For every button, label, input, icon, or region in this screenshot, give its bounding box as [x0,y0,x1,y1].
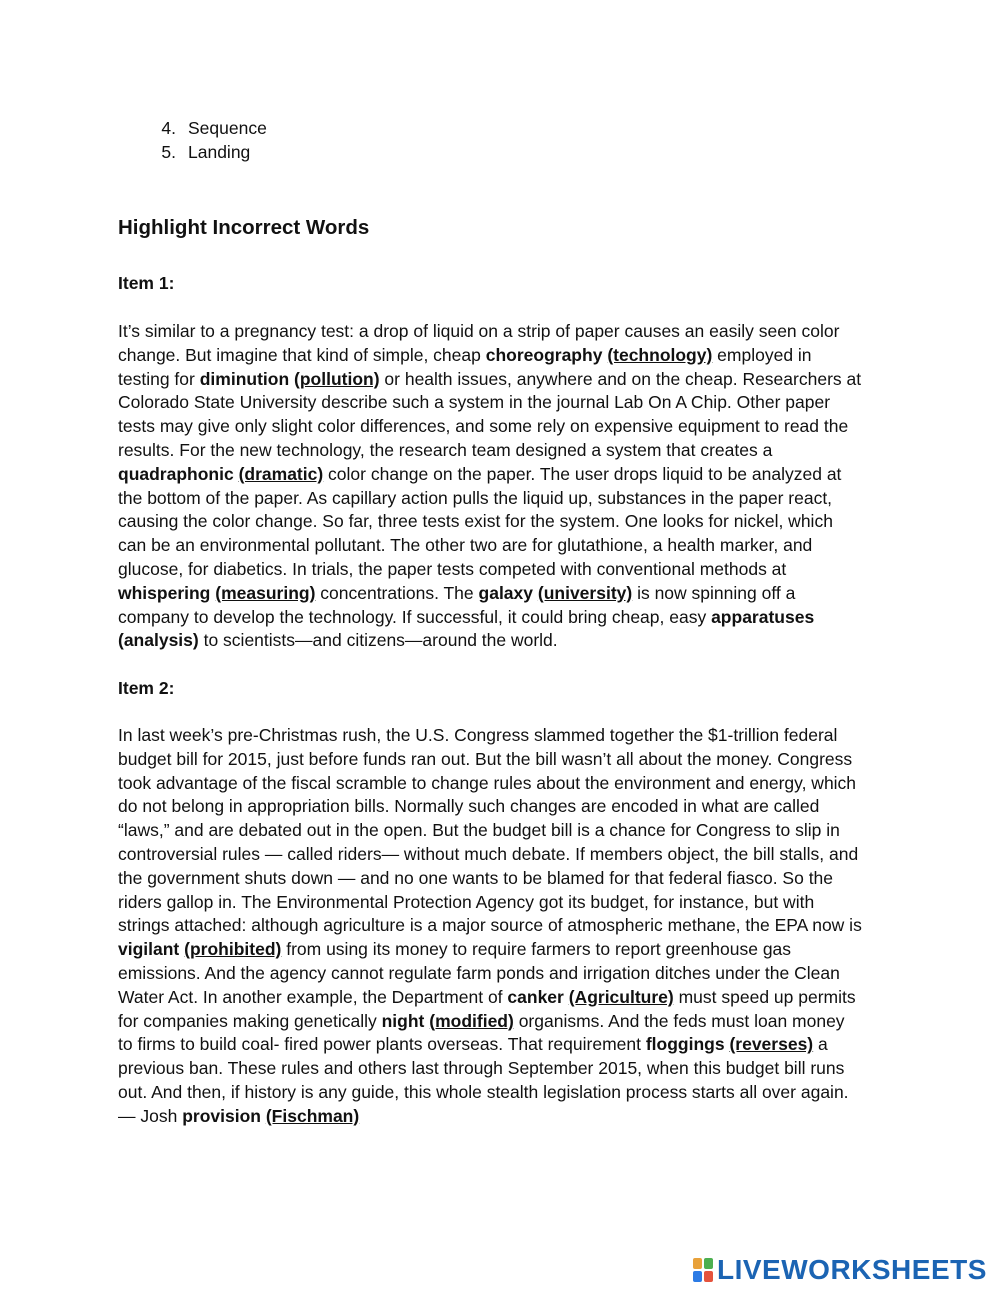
correct-word: (pollution) [294,368,380,389]
incorrect-word: quadraphonic [118,463,234,484]
list-number: 4. [161,118,176,138]
incorrect-word: galaxy [478,582,533,603]
logo-text: LIVEWORKSHEETS [717,1254,987,1285]
list-text: Sequence [188,118,267,138]
text-segment: budget bill for 2015, just before funds ran out. But the bill wasn’t all about the money. Congress [118,748,853,769]
text-line [118,724,888,748]
text-segment: — Josh [118,1105,183,1126]
text-segment: In last week’s pre-Christmas rush, the U.S. Congress slammed together the $1-trillion federal [118,725,838,745]
correct-word: (technology) [607,344,713,365]
text-line [118,962,888,986]
text-line [118,867,888,891]
text-segment: can be an environmental pollutant. The other two are for glutathione, a health marker, and [118,535,813,556]
correct-word: (measuring) [215,582,316,603]
text-line [118,891,888,915]
text-line [118,606,888,630]
text-segment: glucose, for diabetics. In trials, the paper tests competed with conventional methods at [118,558,787,579]
incorrect-word: (analysis) [118,630,199,651]
liveworksheets-logo [693,1256,987,1284]
section-heading: Highlight Incorrect Words [118,216,370,239]
text-line [118,772,888,796]
text-segment: “laws,” and are debated out in the open. But the budget bill is a chance for Congress to slip in [118,820,840,841]
text-line [118,938,888,962]
text-segment: employed in [712,344,812,365]
correct-word: (modified) [429,1010,514,1031]
text-line [118,439,888,463]
incorrect-word: provision [182,1105,261,1126]
text-line [118,1057,888,1081]
incorrect-word: whispering [118,582,211,603]
text-line [118,1105,888,1129]
incorrect-word: canker [507,986,564,1007]
incorrect-word: night [381,1010,425,1031]
text-line [118,748,888,772]
text-segment: for companies making genetically [118,1010,382,1031]
text-segment: do not belong in appropriation bills. Normally such changes are encoded in what are called [118,796,820,817]
list-number: 5. [161,142,176,162]
text-line [118,415,888,439]
text-segment: change. But imagine that kind of simple, cheap [118,344,486,365]
text-segment: Colorado State University describe such a system in the journal Lab On A Chip. Other paper [118,392,831,413]
correct-word: (Fischman) [265,1105,360,1126]
text-segment: testing for [118,368,200,389]
text-segment: a [813,1034,828,1055]
item-2-label: Item 2: [118,678,175,698]
text-segment: or health issues, anywhere and on the cheap. Researchers at [379,368,862,389]
text-segment: organisms. And the feds must loan money [513,1010,845,1031]
text-segment: tests may give only slight color differences, and some rely on expensive equipment to read the [118,416,849,437]
item-1-paragraph [118,320,888,653]
correct-word: (dramatic) [238,463,324,484]
text-segment: previous ban. These rules and others last through September 2015, when this budget bill runs [118,1058,845,1079]
text-line [118,1033,888,1057]
text-segment: to firms to build coal- fired power plants overseas. That requirement [118,1034,646,1055]
text-line [118,510,888,534]
text-segment: Water Act. In another example, the Department of [118,986,508,1007]
text-segment: the bottom of the paper. As capillary action pulls the liquid up, substances in the paper react, [118,487,833,508]
text-line [118,487,888,511]
text-line [118,391,888,415]
text-line [118,463,888,487]
text-line [118,1081,888,1105]
text-line [118,534,888,558]
item-2-paragraph [118,724,888,1129]
incorrect-word: floggings [645,1034,725,1055]
text-segment: riders gallop in. The Environmental Protection Agency got its budget, for instance, but with [118,891,815,912]
incorrect-word: diminution [199,368,290,389]
text-segment: strings attached: although agriculture is a major source of atmospheric methane, the EPA now is [118,915,862,936]
text-segment: to scientists—and citizens—around the world. [198,630,558,651]
list-item [118,116,267,140]
text-segment: color change on the paper. The user drops liquid to be analyzed at [323,463,842,484]
list-item [118,140,267,164]
text-segment: is now spinning off a [632,582,796,603]
list-text: Landing [188,142,251,162]
text-segment: It’s similar to a pregnancy test: a drop of liquid on a strip of paper causes an easily seen color [118,321,840,341]
correct-word: (reverses) [729,1034,814,1055]
incorrect-word: choreography [485,344,603,365]
text-line [118,819,888,843]
text-segment: the government shuts down — and no one wants to be blamed for that federal fiasco. So the [118,867,834,888]
text-segment: out. And then, if history is any guide, this whole stealth legislation process starts all over again. [118,1081,849,1102]
text-segment: company to develop the technology. If successful, it could bring cheap, easy [118,606,712,627]
text-line [118,320,888,344]
text-line [118,629,888,653]
text-segment: results. For the new technology, the research team designed a system that creates a [118,439,773,460]
text-line [118,582,888,606]
text-line [118,986,888,1010]
text-segment: must speed up permits [673,986,856,1007]
numbered-list [118,116,267,164]
text-segment: controversial rules — called riders— without much debate. If members object, the bill stalls, and [118,843,859,864]
text-line [118,914,888,938]
text-line [118,558,888,582]
text-line [118,1010,888,1034]
text-segment: emissions. And the agency cannot regulate farm ponds and irrigation ditches under the Clean [118,962,840,983]
text-segment: from using its money to require farmers to report greenhouse gas [281,939,792,960]
correct-word: (prohibited) [184,939,282,960]
logo-tiles-icon [693,1258,713,1282]
text-line [118,843,888,867]
text-line [118,344,888,368]
incorrect-word: apparatuses [711,606,815,627]
item-1-label: Item 1: [118,273,175,293]
text-line [118,368,888,392]
correct-word: (Agriculture) [568,986,674,1007]
text-segment: concentrations. The [315,582,479,603]
incorrect-word: vigilant [118,939,180,960]
text-segment: took advantage of the fiscal scramble to change rules about the environment and energy, which [118,772,857,793]
text-line [118,795,888,819]
correct-word: (university) [537,582,633,603]
text-segment: causing the color change. So far, three tests exist for the system. One looks for nickel, which [118,511,833,532]
